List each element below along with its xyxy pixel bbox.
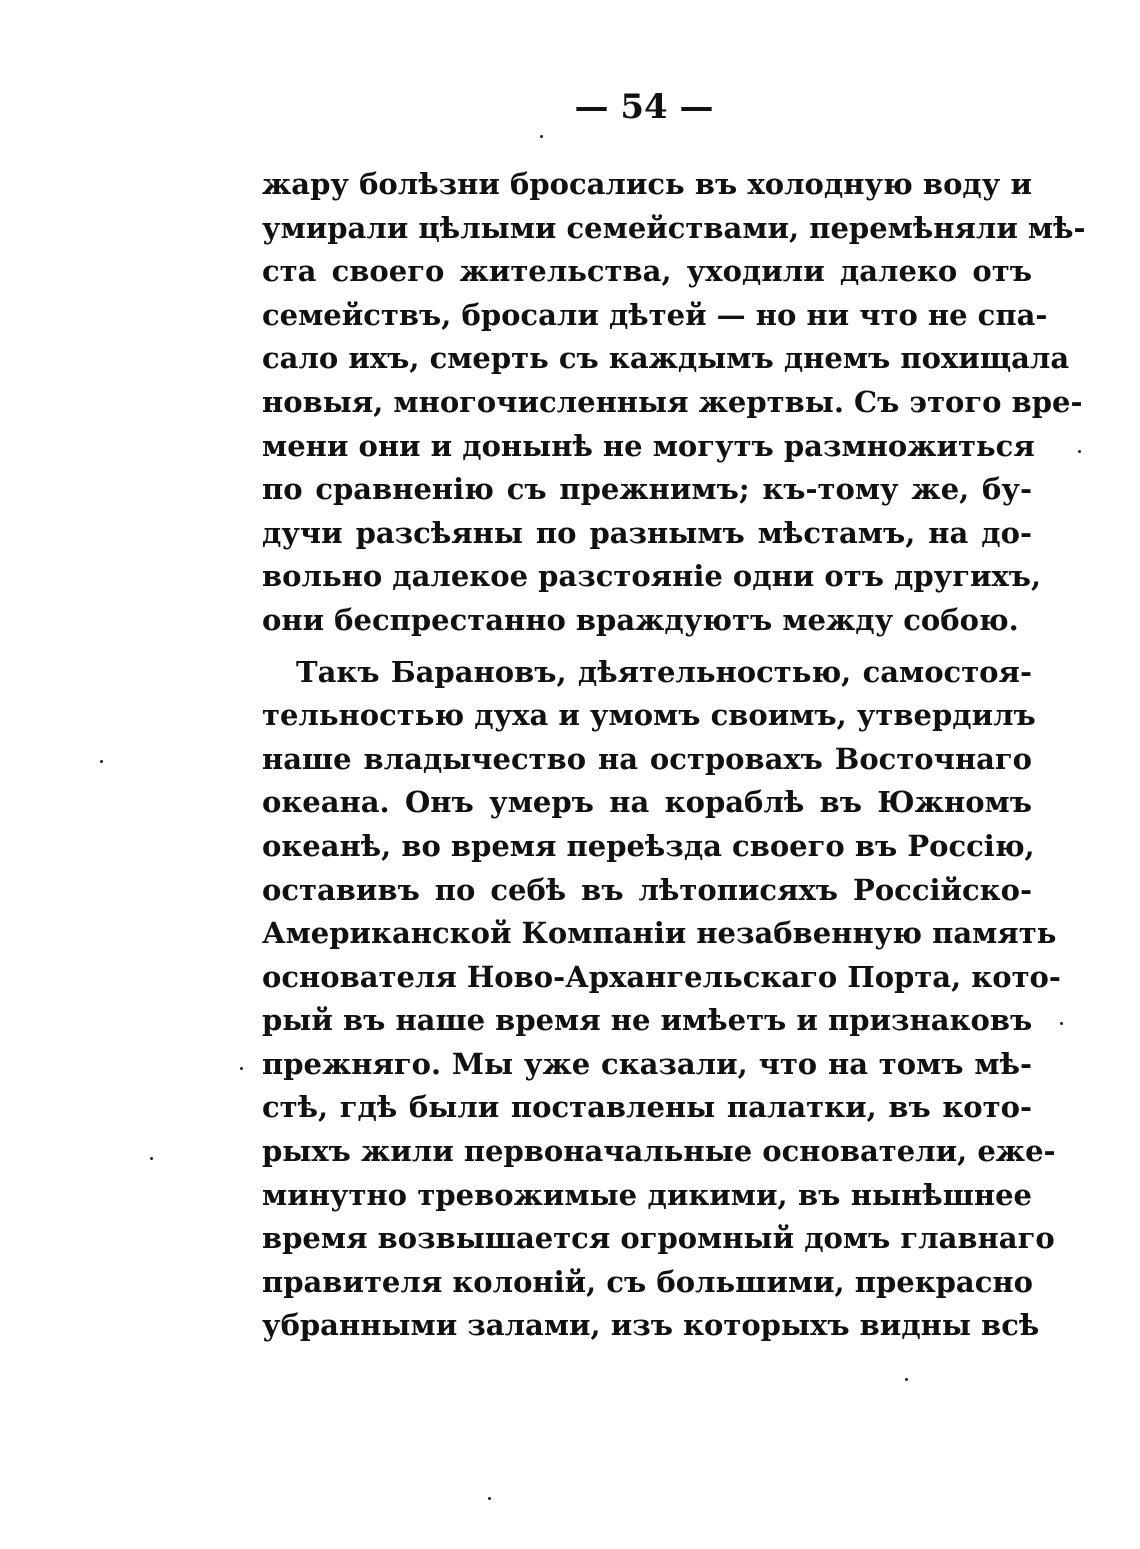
text-line: оставивъ по себѣ въ лѣтописяхъ Россійско- [262, 872, 1032, 907]
page-number: — 54 — [574, 87, 714, 127]
scan-speck [100, 760, 103, 763]
text-line: вольно далекое разстояніе одни отъ другихъ, [262, 559, 1042, 594]
scan-speck [905, 1378, 908, 1381]
text-line: правителя колоній, съ большими, прекрасно [262, 1264, 1033, 1299]
text-line: океанѣ, во время переѣзда своего въ Россію, [262, 828, 1035, 863]
text-line: минутно тревожимые дикими, въ нынѣшнее [262, 1177, 1032, 1212]
text-line: они беспрестанно враждуютъ между собою. [262, 602, 1019, 637]
text-line: прежняго. Мы уже сказали, что на томъ мѣ- [262, 1046, 1032, 1081]
text-line: рыхъ жили первоначальные основатели, еже- [262, 1134, 1056, 1169]
text-line: океана. Онъ умеръ на кораблѣ въ Южномъ [262, 785, 1032, 820]
text-line: мени они и донынѣ не могутъ размножиться [262, 428, 1035, 463]
text-line: новыя, многочисленныя жертвы. Съ этого вре- [262, 384, 1083, 419]
body-text [262, 163, 1086, 1348]
text-line: семействъ, бросали дѣтей — но ни что не спа- [262, 297, 1048, 332]
scan-speck [540, 135, 543, 138]
text-line: по сравненію съ прежнимъ; къ-тому же, бу- [262, 472, 1032, 507]
scan-speck [1078, 450, 1081, 453]
text-line: наше владычество на островахъ Восточнаго [262, 741, 1032, 776]
text-line: жару болѣзни бросались въ холодную воду и [262, 167, 1032, 201]
scan-speck [1060, 1022, 1063, 1025]
text-line: дучи разсѣяны по разнымъ мѣстамъ, на до- [262, 515, 1032, 550]
text-line: убранными залами, изъ которыхъ видны всѣ [262, 1308, 1040, 1343]
scan-speck [240, 1067, 243, 1070]
scan-speck [150, 1157, 153, 1160]
text-line: стѣ, гдѣ были поставлены палатки, въ кото- [262, 1090, 1032, 1125]
text-line: Такъ Барановъ, дѣятельностью, самостоя- [296, 654, 1032, 689]
scan-speck [488, 1497, 491, 1500]
text-line: основателя Ново-Архангельскаго Порта, кото- [262, 959, 1061, 994]
text-line: тельностью духа и умомъ своимъ, утвердилъ [262, 698, 1036, 733]
text-line: сало ихъ, смерть съ каждымъ днемъ похищала [262, 341, 1070, 376]
paragraph-gap [262, 643, 1032, 651]
text-line: время возвышается огромный домъ главнаго [262, 1221, 1055, 1256]
text-line: рый въ наше время не имѣетъ и признаковъ [262, 1003, 1033, 1038]
text-line: ста своего жительства, уходили далеко отъ [262, 254, 1032, 289]
text-line: умирали цѣлыми семействами, перемѣняли мѣ- [262, 210, 1086, 245]
text-line: Американской Компаніи незабвенную память [262, 916, 1057, 951]
